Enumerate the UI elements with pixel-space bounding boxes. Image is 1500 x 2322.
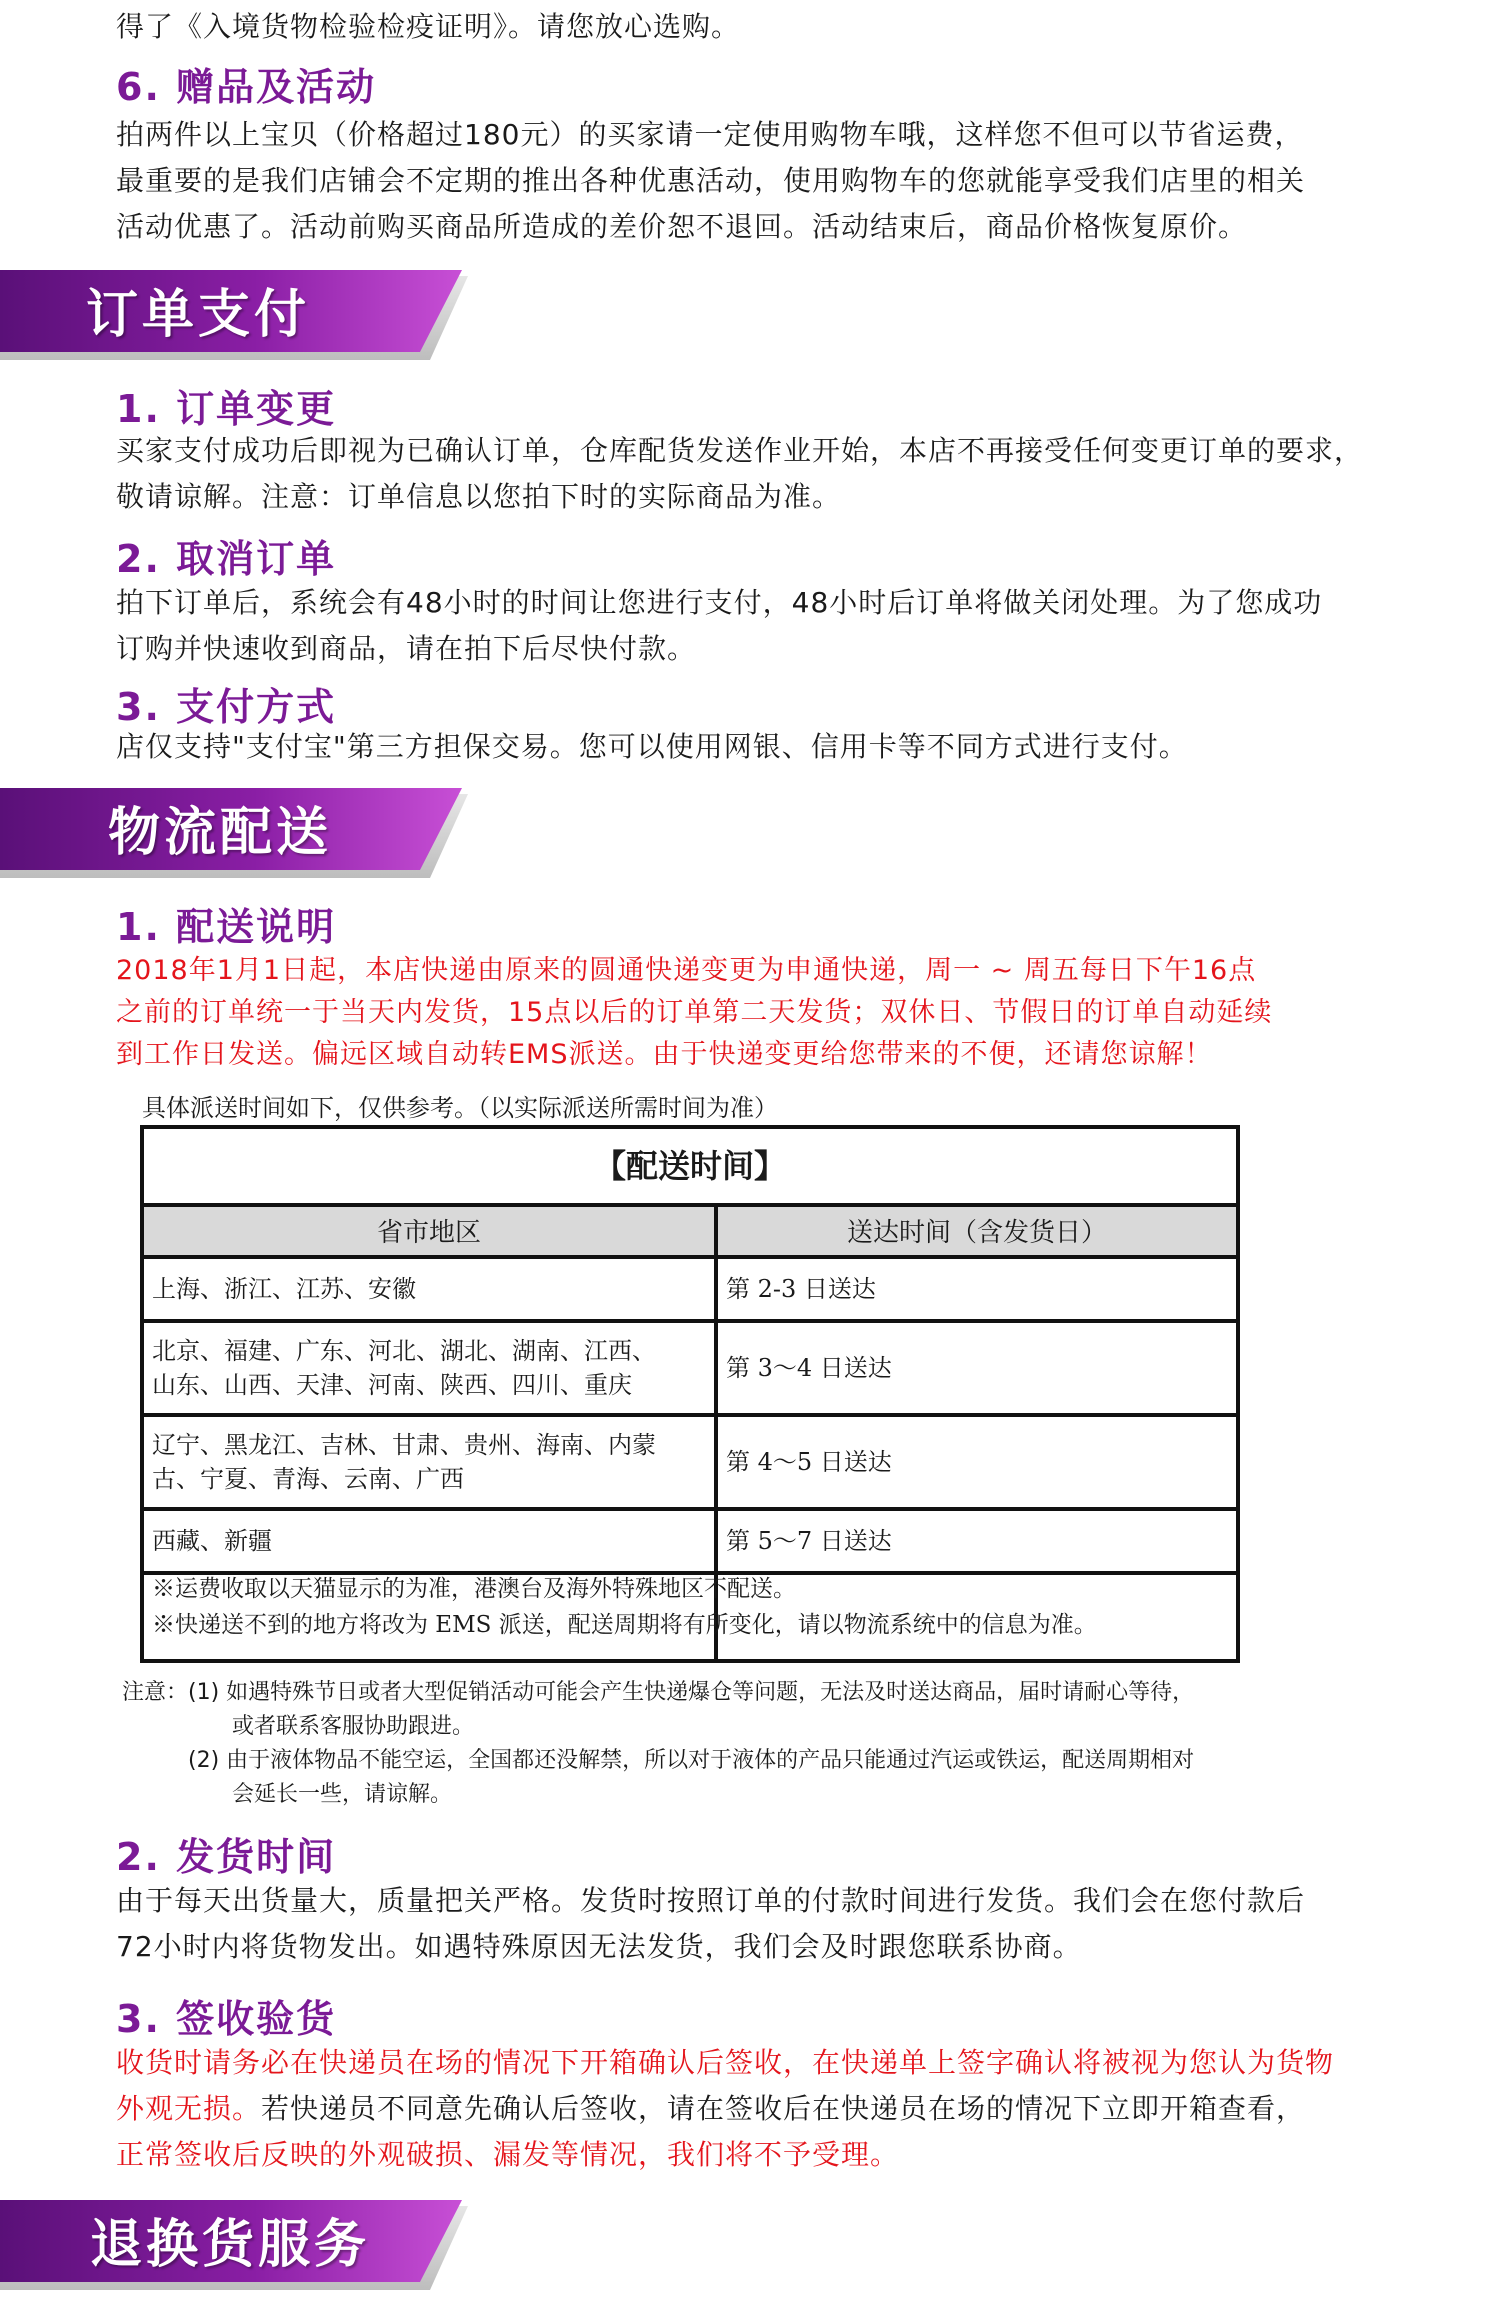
- table-header-time: 送达时间（含发货日）: [718, 1207, 1236, 1259]
- delivery-heading: 1. 配送说明: [116, 905, 337, 949]
- table-footnote: ※运费收取以天猫显示的为准，港澳台及海外特殊地区不配送。 ※快递送不到的地方将改为 EMS 派送，配送周期将有所变化，请以物流系统中的信息为准。: [152, 1576, 1097, 1638]
- logistics-title: 物流配送: [108, 803, 333, 863]
- gift-top-line: 得了《入境货物检验检疫证明》。请您放心选购。: [116, 10, 741, 43]
- gift-heading: 6. 赠品及活动: [116, 65, 377, 109]
- table-row-time: 第 4～5 日送达: [718, 1417, 1236, 1511]
- delivery-notice: 2018年1月1日起，本店快递由原来的圆通快递变更为申通快递，周一 ~ 周五每日下午16点 之前的订单统一于当天内发货，15点以后的订单第二天发货；双休日、节假日的订单自动延续 到工作日发送。偏远区域自动转EMS派送。由于快递变更给您带来的不便，还请您谅解！: [116, 955, 1273, 1070]
- table-row-time: 第 2-3 日送达: [718, 1259, 1236, 1323]
- payment-method-heading: 3. 支付方式: [116, 685, 337, 729]
- table-intro: 具体派送时间如下，仅供参考。（以实际派送所需时间为准）: [142, 1094, 778, 1122]
- order-payment-banner: [0, 270, 470, 360]
- ship-time-paragraph: 由于每天出货量大，质量把关严格。发货时按照订单的付款时间进行发货。我们会在您付款后 72小时内将货物发出。如遇特殊原因无法发货，我们会及时跟您联系协商。: [116, 1884, 1306, 1963]
- sign-heading: 3. 签收验货: [116, 1997, 337, 2041]
- table-row-time: 第 5～7 日送达: [718, 1511, 1236, 1575]
- order-cancel-paragraph: 拍下订单后，系统会有48小时的时间让您进行支付，48小时后订单将做关闭处理。为了您成功 订购并快速收到商品，请在拍下后尽快付款。: [116, 586, 1323, 665]
- table-row: 辽宁、黑龙江、吉林、甘肃、贵州、海南、内蒙 古、宁夏、青海、云南、广西: [144, 1417, 714, 1511]
- table-row: 上海、浙江、江苏、安徽: [144, 1259, 714, 1323]
- delivery-notes: 注意：(1) 如遇特殊节日或者大型促销活动可能会产生快递爆仓等问题，无法及时送达商品，届时请耐心等待， 或者联系客服协助跟进。 (2) 由于液体物品不能空运，全国都还没解禁，所以对于液体的产品只能通过汽运或铁运，配送周期相对 会延长一些，请谅解。: [122, 1680, 1195, 1807]
- table-row: 北京、福建、广东、河北、湖北、湖南、江西、 山东、山西、天津、河南、陕西、四川、重庆: [144, 1323, 714, 1417]
- logistics-banner: [0, 788, 470, 878]
- payment-method-paragraph: 店仅支持"支付宝"第三方担保交易。您可以使用网银、信用卡等不同方式进行支付。: [116, 730, 1188, 763]
- order-change-paragraph: 买家支付成功后即视为已确认订单，仓库配货发送作业开始，本店不再接受任何变更订单的要求， 敬请谅解。注意：订单信息以您拍下时的实际商品为准。: [116, 434, 1364, 513]
- table-row-time: 第 3～4 日送达: [718, 1323, 1236, 1417]
- table-header-region: 省市地区: [144, 1207, 714, 1259]
- gift-paragraph: 拍两件以上宝贝（价格超过180元）的买家请一定使用购物车哦，这样您不但可以节省运费， 最重要的是我们店铺会不定期的推出各种优惠活动，使用购物车的您就能享受我们店里的相关 活动优惠了。活动前购买商品所造成的差价恕不退回。活动结束后，商品价格恢复原价。: [116, 118, 1306, 243]
- order-cancel-heading: 2. 取消订单: [116, 537, 337, 581]
- table-row: 西藏、新疆: [144, 1511, 714, 1575]
- table-title: 【配送时间】: [144, 1129, 1236, 1207]
- delivery-time-table: [140, 1125, 1240, 1663]
- sign-paragraph: 收货时请务必在快递员在场的情况下开箱确认后签收，在快递单上签字确认将被视为您认为货物 外观无损。若快递员不同意先确认后签收，请在签收后在快递员在场的情况下立即开箱查看， 正常签收后反映的外观破损、漏发等情况，我们将不予受理。: [116, 2046, 1335, 2171]
- order-change-heading: 1. 订单变更: [116, 387, 337, 431]
- returns-banner: [0, 2200, 470, 2290]
- returns-title: 退换货服务: [90, 2215, 371, 2275]
- ship-time-heading: 2. 发货时间: [116, 1835, 337, 1879]
- order-payment-title: 订单支付: [86, 285, 311, 345]
